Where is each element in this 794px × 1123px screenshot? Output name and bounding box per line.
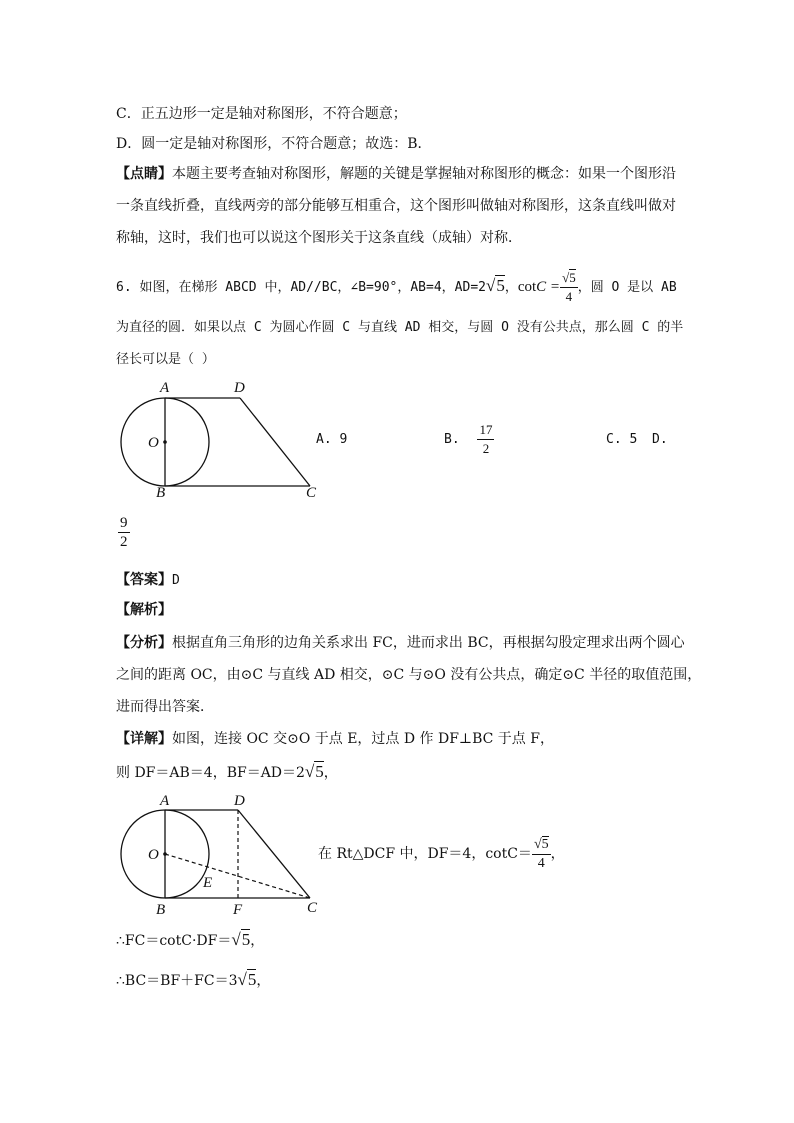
step-3-sqrt [238,970,257,990]
rt-cot-fraction [532,836,551,873]
center-point-o-2 [163,852,167,856]
radicand: 5 [496,276,505,295]
step-2-radicand: 5 [241,930,251,949]
option-d-label: D. [652,432,668,447]
label-b: B [156,485,166,500]
option-c: C. 5 [606,432,638,447]
step-2 [116,930,264,951]
answer-label: 【答案】 [116,572,172,588]
trapezoid-figure-1 [110,376,330,500]
fenxi-line-1 [116,633,685,653]
fenxi-line-2: 之间的距离 OC，由⊙C 与直线 AD 相交，⊙C 与⊙O 没有公共点，确定⊙C 半径的取值范围， [116,667,702,683]
q6-two: 2 [478,280,486,295]
label-d-2: D [234,793,245,809]
fenxi-line-3: 进而得出答案． [116,699,214,715]
option-a: A. 9 [316,432,348,447]
option-b-denominator: 2 [482,441,490,456]
label-b-2: B [156,902,166,918]
dianjing-label: 【点睛】 [116,166,172,182]
sqrt-sign: √ [485,276,496,295]
rt-triangle-line [318,834,565,874]
fenxi-text-1: 根据直角三角形的边角关系求出 FC，进而求出 BC，再根据勾股定理求出两个圆心 [172,635,685,651]
label-f: F [233,902,243,918]
step-1-radicand: 5 [315,762,324,781]
option-d-fraction [118,514,130,551]
frac-numerator: 5 [569,270,576,285]
center-point-o [163,440,167,444]
answer-line [116,570,180,591]
option-c-explanation: C．正五边形一定是轴对称图形，不符合题意； [116,106,407,122]
q6-tail: ，圆 O 是以 AB [577,280,677,295]
label-e: E [203,875,213,891]
rt-tail: ， [550,846,565,862]
label-a-2: A [160,793,170,809]
rt-denominator: 4 [537,855,545,871]
dianjing-line-2: 一条直线折叠，直线两旁的部分能够互相重合，这个图形叫做轴对称图形，这条直线叫做对 [116,198,676,214]
step-1 [116,762,338,783]
fenxi-label: 【分析】 [116,635,172,651]
option-b [444,420,494,460]
question-6-line-2: 为直径的圆．如果以点 C 为圆心作圆 C 与直线 AD 相交，与圆 O 没有公共点，那么圆 C 的半 [116,320,684,335]
question-6-line-3: 径长可以是（ ） [116,352,215,367]
segment-dc [240,398,310,486]
step-2-tail: ， [250,933,265,949]
frac-sqrt-sign: √ [562,270,570,285]
option-d-denominator: 2 [120,534,128,550]
rt-numerator: 5 [541,836,549,852]
answer-value: D [172,573,180,588]
q6-comma: ， [504,280,518,295]
q6-lead: 6. 如图，在梯形 ABCD 中，AD//BC，∠B=90°，AB=4，AD= [116,280,479,295]
sqrt-5 [486,266,505,306]
step-3-tail: ， [256,973,271,989]
dianjing-text-1: 本题主要考查轴对称图形，解题的关键是掌握轴对称图形的概念：如果一个图形沿 [172,166,676,182]
label-c-2: C [307,900,318,916]
dianjing-line-3: 称轴，这时，我们也可以说这个图形关于这条直线（成轴）对称． [116,230,522,246]
label-o: O [148,435,159,451]
xiangjie-text-1: 如图，连接 OC 交⊙O 于点 E，过点 D 作 DF⊥BC 于点 F， [172,731,554,747]
step-3 [116,970,270,991]
question-6-line-1 [116,266,677,308]
step-3-text: ∴BC＝BF＋FC＝3 [116,973,238,989]
rt-text: 在 Rt△DCF 中，DF＝4，cotC＝ [318,846,532,862]
label-a: A [160,380,170,396]
option-b-numerator: 17 [477,421,494,440]
step-3-radicand: 5 [247,970,257,989]
step-1-sqrt [305,762,324,782]
rt-sqrt-sign: √ [533,836,542,852]
step-2-text: ∴FC＝cotC·DF＝ [116,933,232,949]
option-b-label: B. [444,432,460,447]
trapezoid-figure-2 [110,790,325,920]
dianjing-line-1 [116,164,676,184]
xiangjie-label: 【详解】 [116,731,172,747]
xiangjie-line-1 [116,729,554,749]
step-2-sqrt [231,930,250,950]
step-1-sqrt-sign: √ [304,762,315,781]
label-c: C [306,485,317,500]
cot-c-fraction [560,269,578,306]
option-d-explanation: D．圆一定是轴对称图形，不符合题意；故选：B． [116,136,432,152]
step-3-sqrt-sign: √ [237,970,247,989]
label-d: D [234,380,245,396]
step-2-sqrt-sign: √ [231,930,241,949]
step-1-tail: ， [323,765,338,781]
label-o-2: O [148,847,159,863]
step-1-text: 则 DF＝AB＝4，BF＝AD＝2 [116,765,305,781]
jiexi-label: 【解析】 [116,602,172,618]
option-b-fraction [477,421,494,458]
frac-denominator: 4 [565,289,573,304]
segment-dc-2 [238,810,310,898]
c-eq: C = [536,279,561,295]
option-d-numerator: 9 [120,515,128,531]
cot-label: cot [517,279,537,295]
